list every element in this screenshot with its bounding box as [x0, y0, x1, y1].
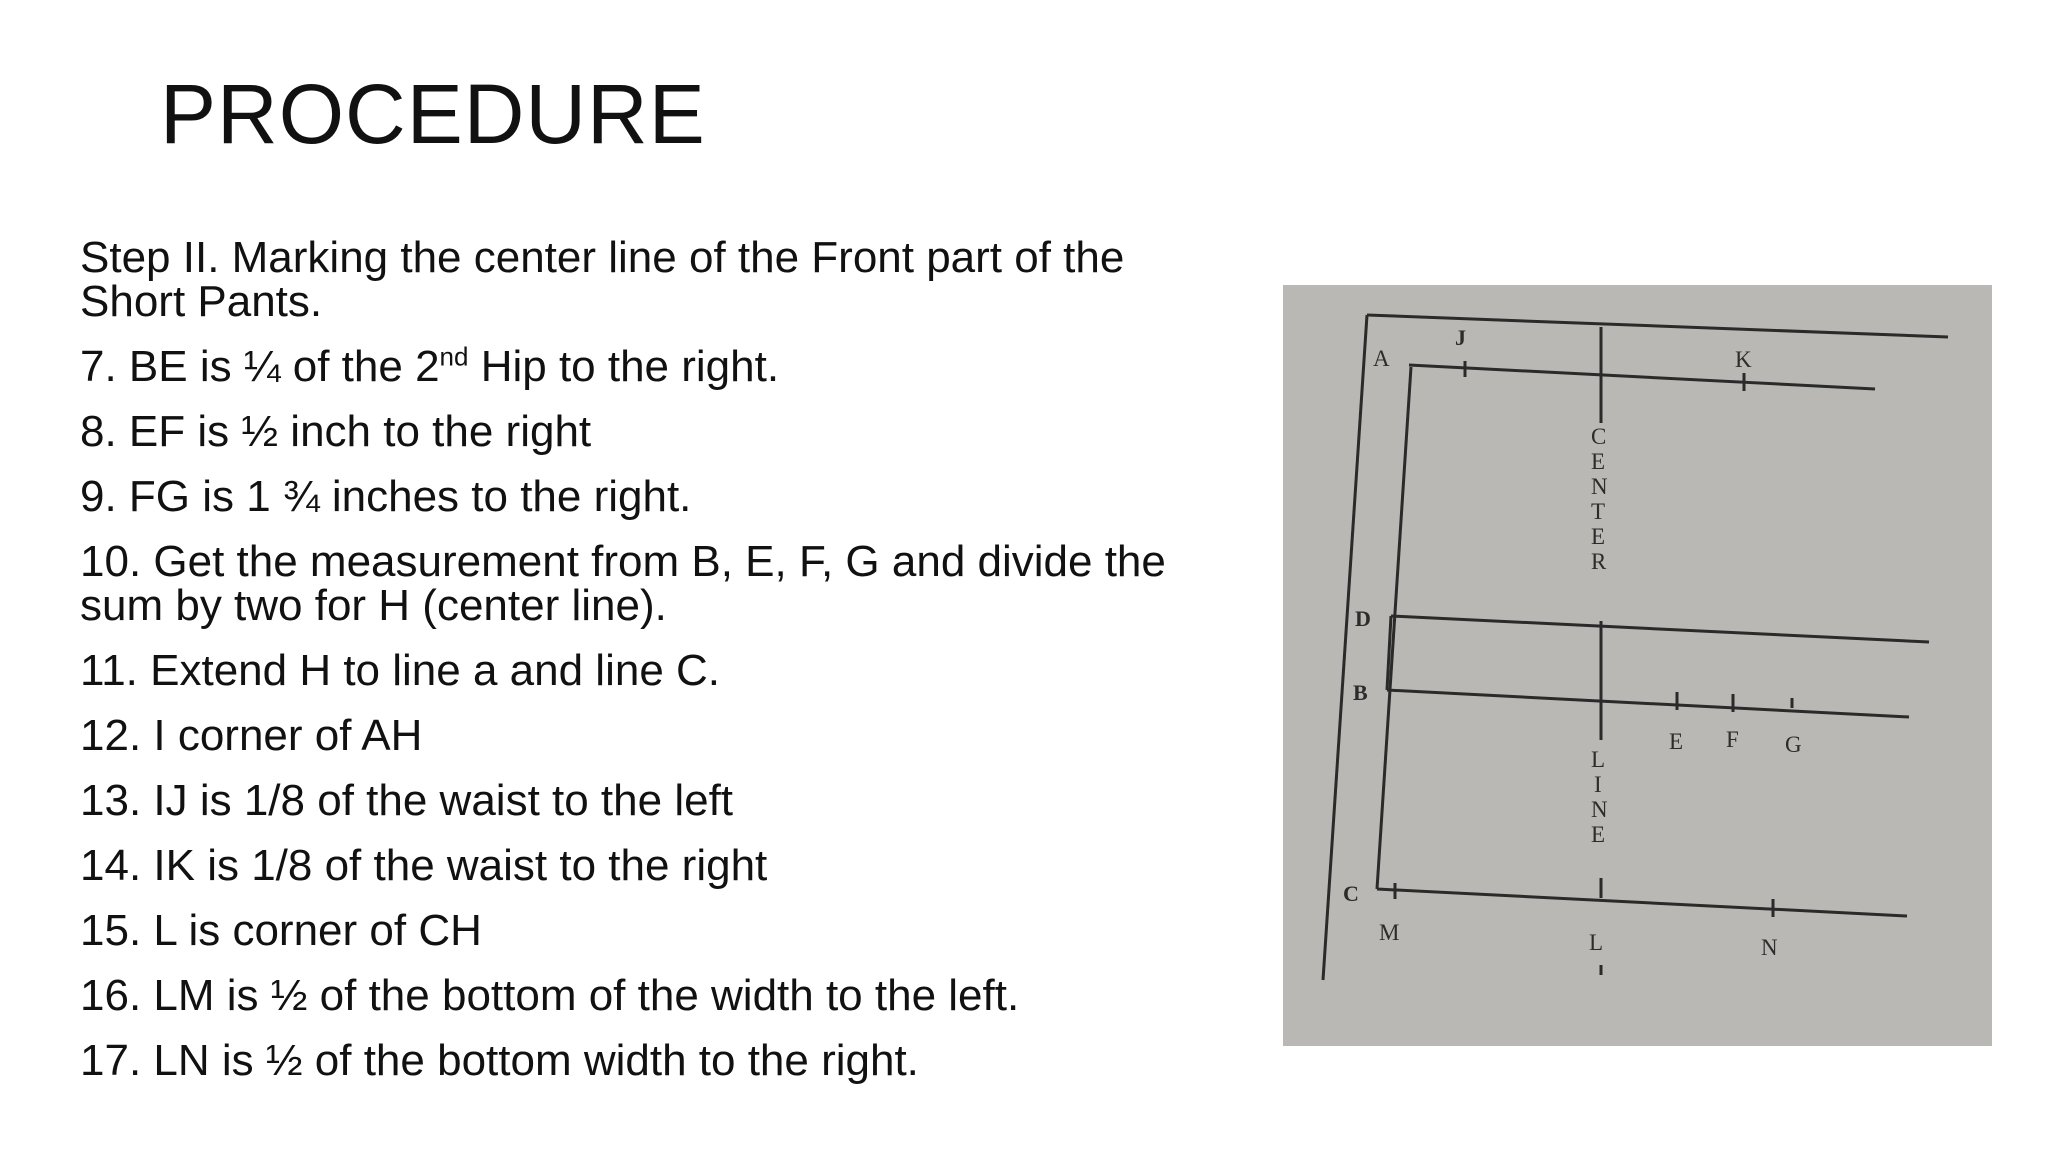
label-l: L	[1589, 930, 1604, 955]
step-13: 13. IJ is 1/8 of the waist to the left	[80, 776, 734, 825]
pattern-diagram	[1283, 285, 1992, 1046]
line-letter-i: I	[1594, 772, 1602, 797]
line-a	[1409, 365, 1875, 389]
line-b	[1387, 690, 1909, 717]
label-f: F	[1726, 727, 1739, 752]
step-9: 9. FG is 1 ¾ inches to the right.	[80, 472, 692, 521]
line-word	[1591, 747, 1608, 847]
line-letter-e: E	[1591, 822, 1606, 847]
step-17: 17. LN is ½ of the bottom width to the right.	[80, 1036, 919, 1085]
slide-title: PROCEDURE	[160, 67, 706, 161]
label-g: G	[1785, 732, 1802, 757]
step-7-text: 7. BE is ¼ of the 2	[80, 342, 440, 391]
center-letter-e: E	[1591, 449, 1606, 474]
step-12: 12. I corner of AH	[80, 711, 423, 760]
step-8: 8. EF is ½ inch to the right	[80, 407, 592, 456]
label-k: K	[1735, 347, 1752, 372]
step-16: 16. LM is ½ of the bottom of the width to the left.	[80, 971, 1020, 1020]
procedure-steps	[80, 233, 1200, 1104]
pattern-drafting-photo	[1283, 285, 1992, 1046]
line-a-c	[1377, 367, 1411, 889]
step-11: 11. Extend H to line a and line C.	[80, 646, 721, 695]
step-10: 10. Get the measurement from B, E, F, G and divide the sum by two for H (center line).	[80, 537, 1166, 630]
label-a: A	[1373, 346, 1390, 371]
center-letter-n: N	[1591, 474, 1608, 499]
line-c	[1377, 889, 1907, 916]
center-letter-c: C	[1591, 424, 1607, 449]
center-letter-r: R	[1591, 549, 1607, 574]
line-letter-l: L	[1591, 747, 1606, 772]
label-b: B	[1353, 680, 1368, 705]
step-15: 15. L is corner of CH	[80, 906, 482, 955]
center-letter-t: T	[1591, 499, 1606, 524]
label-m: M	[1379, 920, 1400, 945]
label-n: N	[1761, 935, 1778, 960]
center-word	[1591, 424, 1608, 574]
step-7-text-end: Hip to the right.	[468, 342, 780, 391]
label-j: J	[1455, 325, 1466, 350]
step-7-superscript: nd	[439, 341, 469, 372]
step-7	[80, 341, 1200, 391]
line-letter-n: N	[1591, 797, 1608, 822]
label-d: D	[1355, 606, 1371, 631]
center-letter-e2: E	[1591, 524, 1606, 549]
step-intro: Step II. Marking the center line of the Front part of the Short Pants.	[80, 233, 1125, 326]
step-14: 14. IK is 1/8 of the waist to the right	[80, 841, 768, 890]
label-c: C	[1343, 881, 1359, 906]
line-d	[1391, 616, 1929, 642]
label-e: E	[1669, 729, 1684, 754]
